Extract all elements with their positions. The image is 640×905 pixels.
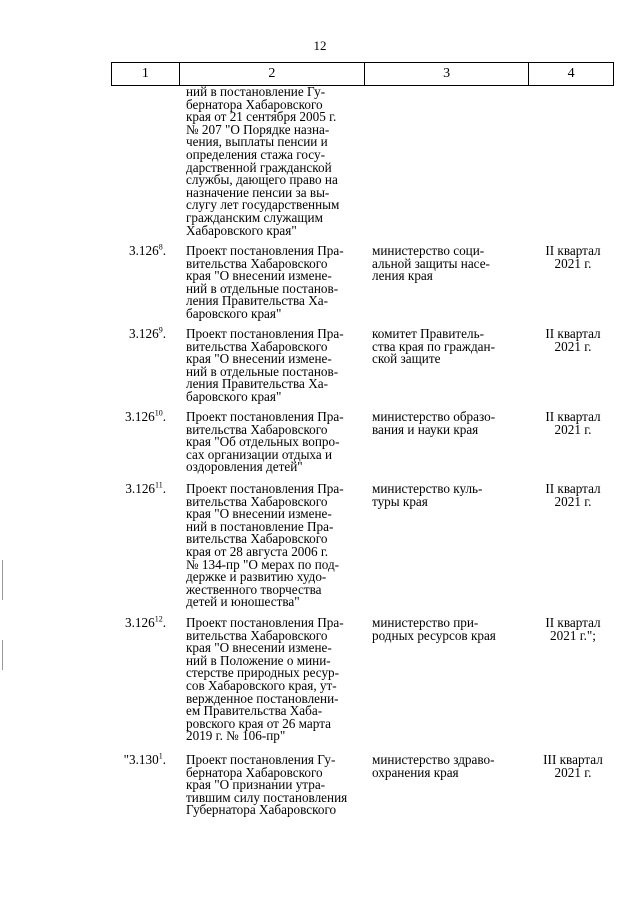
- header-col-3: 3: [365, 63, 529, 85]
- responsible-executor: министерство при- родных ресурсов края: [372, 615, 496, 643]
- responsible-executor: министерство куль- туры края: [372, 481, 483, 509]
- responsible-executor: министерство здраво- охранения края: [372, 752, 495, 780]
- deadline: II квартал 2021 г.: [545, 481, 601, 509]
- header-col-4: 4: [567, 66, 575, 81]
- document-name: Проект постановления Гу- бернатора Хабаровского края "О признании утра- тившим силу постановления Губернатора Хабаровского: [186, 752, 348, 818]
- row-number: "3.130$^1$.: [123, 751, 166, 767]
- header-col-1: 1: [112, 63, 180, 85]
- deadline: II квартал 2021 г.: [545, 409, 601, 437]
- document-name: Проект постановления Пра- вительства Хабаровского края "О внесении измене- ний в Положение о мини- стерстве природных ресур- сов Хабаровского края, ут- вержденное постановлени- ем Правительства Хаба- ровского края от 26 марта 2019 г. № 106-пр": [186, 615, 344, 744]
- document-name: Проект постановления Пра- вительства Хабаровского края "Об отдельных вопро- сах организации отдыха и оздоровления детей": [186, 409, 344, 475]
- row-number: 3.126$^9$.: [129, 325, 166, 341]
- row-number: 3.126$^{12}$.: [125, 614, 166, 630]
- scan-edge-mark: [2, 560, 3, 600]
- responsible-executor: комитет Правитель- ства края по граждан- ской защите: [372, 326, 495, 367]
- deadline: II квартал 2021 г.: [545, 326, 601, 354]
- row-number: 3.126$^8$.: [129, 242, 166, 258]
- deadline: II квартал 2021 г.: [545, 243, 601, 271]
- table-header-row: [111, 62, 614, 86]
- page-number: 12: [313, 38, 327, 53]
- row-number: 3.126$^{10}$.: [125, 408, 166, 424]
- row-number: 3.126$^{11}$.: [125, 480, 166, 496]
- continuation-text: ний в постановление Гу- бернатора Хабаровского края от 21 сентября 2005 г. № 207 "О Порядке назна- чения, выплаты пенсии и определения стажа госу- дарственной гражданской службы, дающего право на назначение пенсии за вы- слугу лет государственным гражданским служащим Хабаровского края": [186, 84, 340, 238]
- scan-edge-mark: [2, 640, 3, 670]
- deadline: II квартал 2021 г.";: [545, 615, 601, 643]
- responsible-executor: министерство соци- альной защиты насе- ления края: [372, 243, 490, 284]
- deadline: III квартал 2021 г.: [543, 752, 603, 780]
- document-name: Проект постановления Пра- вительства Хабаровского края "О внесении измене- ний в постановление Пра- вительства Хабаровского края от 28 августа 2006 г. № 134-пр "О мерах по под- держке и развитию худо- жественного творчества детей и юношества": [186, 481, 344, 610]
- header-col-2: 2: [180, 63, 365, 85]
- document-name: Проект постановления Пра- вительства Хабаровского края "О внесении измене- ний в отдельные постанов- ления Правительства Ха- баровского края": [186, 326, 344, 404]
- document-name: Проект постановления Пра- вительства Хабаровского края "О внесении измене- ний в отдельные постанов- ления Правительства Ха- баровского края": [186, 243, 344, 321]
- responsible-executor: министерство образо- вания и науки края: [372, 409, 496, 437]
